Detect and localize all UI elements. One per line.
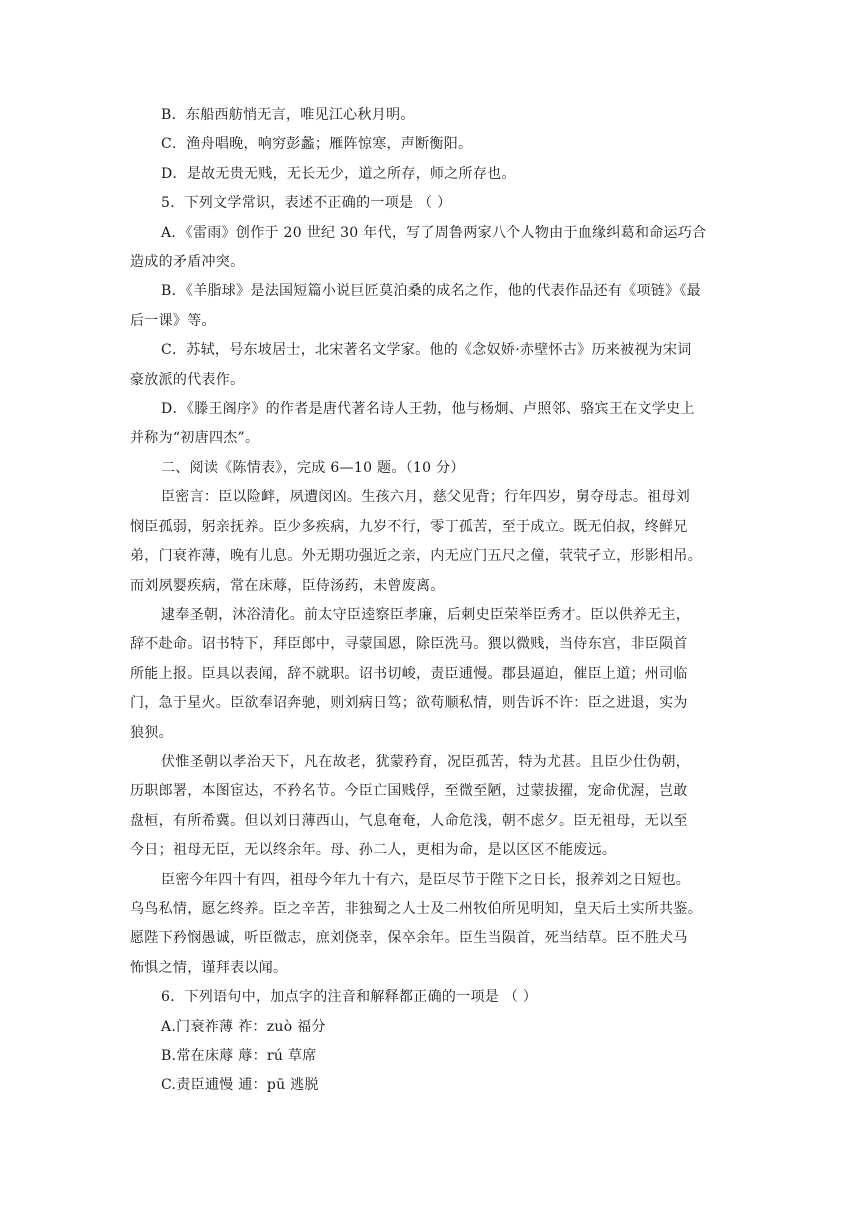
passage-p2-line4: 门，急于星火。臣欲奉诏奔驰，则刘病日笃；欲苟顺私情，则告诉不许：臣之进退，实为 <box>130 695 688 712</box>
passage-p1-line1: 臣密言：臣以险衅，夙遭闵凶。生孩六月，慈父见背；行年四岁，舅夺母志。祖母刘 <box>161 489 691 506</box>
passage-p2-line3: 所能上报。臣具以表闻，辞不就职。诏书切峻，责臣逋慢。郡县逼迫，催臣上道；州司临 <box>130 665 688 682</box>
option-5b-prev: B．东船西舫悄无言，唯见江心秋月明。 <box>161 107 415 123</box>
passage-p3-line4: 今日；祖母无臣，无以终余年。母、孙二人，更相为命，是以区区不能废远。 <box>130 842 617 859</box>
q5-option-b: B．《羊脂球》是法国短篇小说巨匠莫泊桑的成名之作，他的代表作品还有《项链》《最 <box>161 283 701 300</box>
passage-p1-line3: 弟，门衰祚薄，晚有儿息。外无期功强近之亲，内无应门五尺之僮，茕茕孑立，形影相吊。 <box>130 548 702 565</box>
q5-option-b-cont: 后一课》等。 <box>130 312 216 329</box>
q5-option-c-cont: 豪放派的代表作。 <box>130 371 245 388</box>
q6-option-a: A.门衰祚薄 祚：zuò 福分 <box>161 1018 326 1035</box>
passage-p4-line3: 愿陛下矜悯愚诚，听臣微志，庶刘侥幸，保卒余年。臣生当陨首，死当结草。臣不胜犬马 <box>130 930 688 947</box>
option-prev-d: D．是故无贵无贱，无长无少，道之所存，师之所存也。 <box>161 165 516 182</box>
document-body <box>130 101 740 1101</box>
passage-p1-line2: 悯臣孤弱，躬亲抚养。臣少多疾病，九岁不行，零丁孤苦，至于成立。既无伯叔，终鲜兄 <box>130 518 688 535</box>
q5-option-a-cont: 造成的矛盾冲突。 <box>130 254 245 271</box>
q5-option-a: A．《雷雨》创作于 20 世纪 30 年代，写了周鲁两家八个人物由于血缘纠葛和命运巧合 <box>161 224 707 241</box>
passage-p3-line1: 伏惟圣朝以孝治天下，凡在故老，犹蒙矜育，况臣孤苦，特为尤甚。且臣少仕伪朝， <box>161 753 691 770</box>
q6-option-c: C.责臣逋慢 逋：pū 逃脱 <box>161 1077 319 1094</box>
q6-option-b: B.常在床蓐 蓐：rú 草席 <box>161 1048 317 1064</box>
q5-option-d-cont: 并称为“初唐四杰”。 <box>130 430 260 447</box>
q5-option-d: D．《滕王阁序》的作者是唐代著名诗人王勃，他与杨炯、卢照邻、骆宾王在文学史上 <box>161 401 695 418</box>
option-prev-c: C．渔舟唱晚，响穷彭蠡；雁阵惊寒，声断衡阳。 <box>161 136 473 153</box>
q5-option-c: C．苏轼，号东坡居士，北宋著名文学家。他的《念奴娇·赤壁怀古》历来被视为宋词 <box>161 342 692 359</box>
passage-p1-line4: 而刘夙婴疾病，常在床蓐，臣侍汤药，未曾废离。 <box>130 577 445 594</box>
section-2-heading: 二、阅读《陈情表》，完成 6—10 题。（10 分） <box>161 459 465 476</box>
passage-p3-line2: 历职郎署，本图宦达，不矜名节。今臣亡国贱俘，至微至陋，过蒙拔擢，宠命优渥，岂敢 <box>130 783 688 800</box>
passage-p4-line2: 乌鸟私情，愿乞终养。臣之辛苦，非独蜀之人士及二州牧伯所见明知，皇天后土实所共鉴。 <box>130 900 702 917</box>
passage-p2-line5: 狼狈。 <box>130 724 173 741</box>
question-5: 5．下列文学常识，表述不正确的一项是 （ ） <box>161 195 452 212</box>
passage-p2-line2: 辞不赴命。诏书特下，拜臣郎中，寻蒙国恩，除臣洗马。猥以微贱，当侍东宫，非臣陨首 <box>130 636 688 653</box>
question-6: 6．下列语句中，加点字的注音和解释都正确的一项是 （ ） <box>161 989 538 1006</box>
passage-p3-line3: 盘桓，有所希冀。但以刘日薄西山，气息奄奄，人命危浅，朝不虑夕。臣无祖母，无以至 <box>130 812 688 829</box>
passage-p4-line1: 臣密今年四十有四，祖母今年九十有六，是臣尽节于陛下之日长，报养刘之日短也。 <box>161 871 691 888</box>
passage-p2-line1: 逮奉圣朝，沐浴清化。前太守臣逵察臣孝廉，后刺史臣荣举臣秀才。臣以供养无主， <box>161 606 691 623</box>
passage-p4-line4: 怖惧之情，谨拜表以闻。 <box>130 959 288 976</box>
